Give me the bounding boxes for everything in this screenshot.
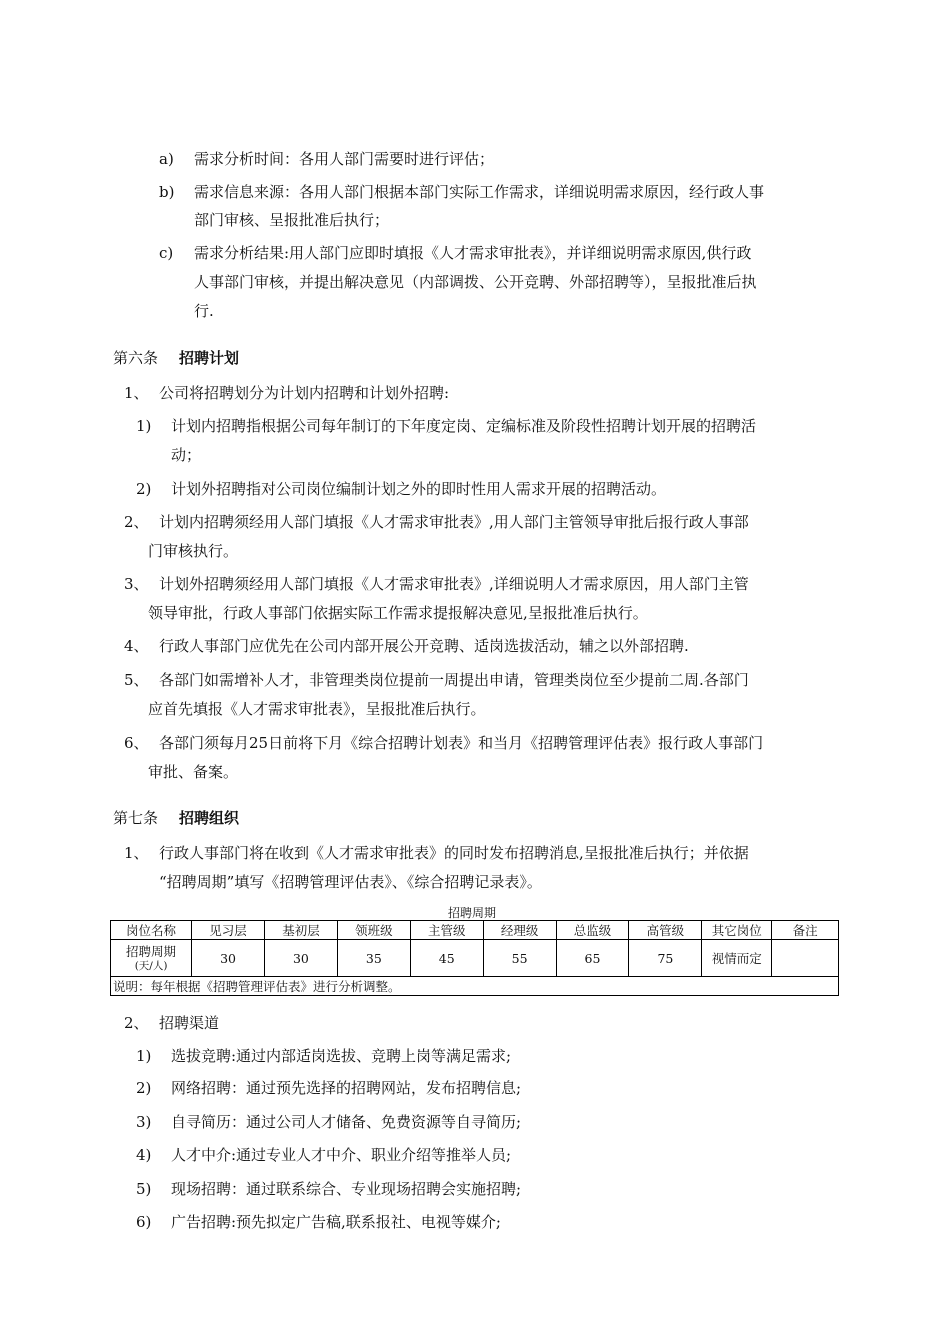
header-cell: 岗位名称 xyxy=(111,921,192,940)
a7-item2-marker: 2、 xyxy=(124,1014,149,1032)
header-cell: 基初层 xyxy=(265,921,338,940)
a6-item1-marker: 1、 xyxy=(124,384,149,402)
a6-sub1-text: 计划内招聘指根据公司每年制订的下年度定岗、定编标准及阶段性招聘计划开展的招聘活 xyxy=(171,417,757,435)
table-caption: 招聘周期 xyxy=(448,906,497,920)
a6-item4-marker: 4、 xyxy=(124,637,149,655)
list-marker-c: c) xyxy=(159,244,174,262)
channel-text: 自寻简历：通过公司人才储备、免费资源等自寻简历; xyxy=(171,1113,522,1131)
a7-item1-text-cont: “招聘周期”填写《招聘管理评估表》、《综合招聘记录表》。 xyxy=(159,873,542,891)
a7-item1-text: 行政人事部门将在收到《人才需求审批表》的同时发布招聘消息,呈报批准后执行；并依据 xyxy=(159,844,749,862)
row-label: 招聘周期 xyxy=(126,944,177,959)
channel-marker: 1) xyxy=(136,1047,152,1065)
channel-marker: 4) xyxy=(136,1146,152,1164)
header-cell: 其它岗位 xyxy=(702,921,772,940)
table-cell: 45 xyxy=(410,940,483,977)
channel-text: 人才中介:通过专业人才中介、职业介绍等推举人员; xyxy=(171,1146,512,1164)
channel-marker: 3) xyxy=(136,1113,152,1131)
a6-item4-text: 行政人事部门应优先在公司内部开展公开竞聘、适岗选拔活动，辅之以外部招聘. xyxy=(159,637,689,655)
article6-number: 第六条 xyxy=(113,349,159,367)
table-header-row xyxy=(111,921,839,940)
article7-title: 招聘组织 xyxy=(179,809,240,827)
list-marker-a: a) xyxy=(159,150,174,168)
header-cell: 经理级 xyxy=(483,921,556,940)
a7-item2-text: 招聘渠道 xyxy=(159,1014,220,1032)
a6-sub2-marker: 2) xyxy=(136,480,152,498)
table-cell: 视情而定 xyxy=(702,940,772,977)
channel-text: 现场招聘：通过联系综合、专业现场招聘会实施招聘; xyxy=(171,1180,522,1198)
channel-marker: 2) xyxy=(136,1079,152,1097)
need-info-source-text-cont: 部门审核、呈报批准后执行； xyxy=(194,211,390,229)
channel-text: 网络招聘：通过预先选择的招聘网站，发布招聘信息; xyxy=(171,1079,522,1097)
channel-text: 选拔竞聘:通过内部适岗选拔、竞聘上岗等满足需求; xyxy=(171,1047,512,1065)
table-note-row xyxy=(111,977,839,996)
article6-title: 招聘计划 xyxy=(179,349,240,367)
a6-item2-marker: 2、 xyxy=(124,513,149,531)
table-cell: 30 xyxy=(265,940,338,977)
a6-item3-text-cont: 领导审批，行政人事部门依据实际工作需求提报解决意见,呈报批准后执行。 xyxy=(148,604,648,622)
a6-item6-text: 各部门须每月25日前将下月《综合招聘计划表》和当月《招聘管理评估表》报行政人事部门 xyxy=(159,734,764,752)
table-row xyxy=(111,940,839,977)
a6-item2-text: 计划内招聘须经用人部门填报《人才需求审批表》,用人部门主管领导审批后报行政人事部 xyxy=(159,513,749,531)
row-unit: (天/人) xyxy=(134,960,168,972)
a6-item3-text: 计划外招聘须经用人部门填报《人才需求审批表》,详细说明人才需求原因，用人部门主管 xyxy=(159,575,749,593)
header-cell: 主管级 xyxy=(410,921,483,940)
need-analysis-result-text-cont1: 人事部门审核，并提出解决意见（内部调拨、公开竞聘、外部招聘等），呈报批准后执 xyxy=(194,273,757,291)
need-info-source-text: 需求信息来源：各用人部门根据本部门实际工作需求，详细说明需求原因，经行政人事 xyxy=(194,183,765,201)
a6-item1-text: 公司将招聘划分为计划内招聘和计划外招聘: xyxy=(159,384,450,402)
a6-item6-text-cont: 审批、备案。 xyxy=(148,763,239,781)
a6-item2-text-cont: 门审核执行。 xyxy=(148,542,239,560)
a6-sub1-text-cont: 动； xyxy=(171,446,202,464)
header-cell: 总监级 xyxy=(556,921,629,940)
a6-sub2-text: 计划外招聘指对公司岗位编制计划之外的即时性用人需求开展的招聘活动。 xyxy=(171,480,667,498)
row-label-cell xyxy=(111,940,192,977)
need-analysis-result-text: 需求分析结果:用人部门应即时填报《人才需求审批表》，并详细说明需求原因,供行政 xyxy=(194,244,752,262)
table-cell: 75 xyxy=(629,940,702,977)
channel-marker: 5) xyxy=(136,1180,152,1198)
a7-item1-marker: 1、 xyxy=(124,844,149,862)
table-cell: 65 xyxy=(556,940,629,977)
a6-item5-text: 各部门如需增补人才，非管理类岗位提前一周提出申请，管理类岗位至少提前二周.各部门 xyxy=(159,671,749,689)
header-cell: 高管级 xyxy=(629,921,702,940)
channel-marker: 6) xyxy=(136,1213,152,1231)
channel-text: 广告招聘:预先拟定广告稿,联系报社、电视等媒介; xyxy=(171,1213,501,1231)
a6-item5-text-cont: 应首先填报《人才需求审批表》，呈报批准后执行。 xyxy=(148,700,486,718)
table-cell: 35 xyxy=(337,940,410,977)
list-marker-b: b) xyxy=(159,183,175,201)
header-cell: 备注 xyxy=(772,921,839,940)
a6-item3-marker: 3、 xyxy=(124,575,149,593)
need-analysis-time-text: 需求分析时间：各用人部门需要时进行评估； xyxy=(194,150,495,168)
table-cell: 30 xyxy=(192,940,265,977)
header-cell: 见习层 xyxy=(192,921,265,940)
a6-item6-marker: 6、 xyxy=(124,734,149,752)
table-cell: 55 xyxy=(483,940,556,977)
a6-item5-marker: 5、 xyxy=(124,671,149,689)
article7-number: 第七条 xyxy=(113,809,159,827)
header-cell: 领班级 xyxy=(337,921,410,940)
a6-sub1-marker: 1) xyxy=(136,417,152,435)
recruitment-cycle-table xyxy=(110,920,839,996)
need-analysis-result-text-cont2: 行. xyxy=(194,302,214,320)
table-cell xyxy=(772,940,839,977)
table-note: 说明：每年根据《招聘管理评估表》进行分析调整。 xyxy=(111,977,839,996)
